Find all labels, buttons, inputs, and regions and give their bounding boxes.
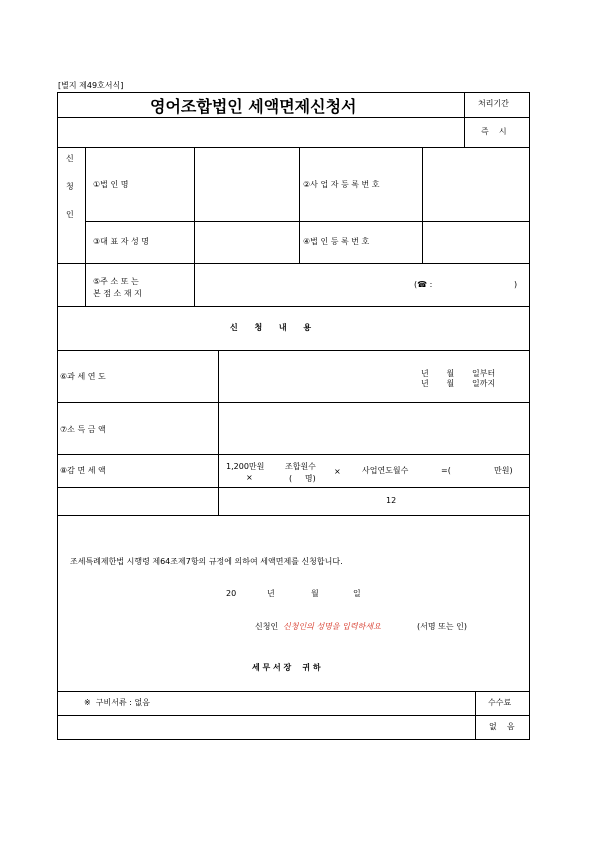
phone-prefix: (☎ :	[414, 280, 433, 289]
biz-reg-number-label: ②사 업 자 등 록 번 호	[303, 180, 380, 189]
result-unit: 만원)	[494, 466, 513, 475]
corp-reg-number-label: ④법 인 등 록 번 호	[303, 237, 370, 246]
multiply-sign: ×	[334, 467, 341, 476]
attachments-note: ※ 구비서류 : 없음	[84, 698, 150, 707]
applicant-label-char: 인	[66, 210, 74, 219]
signature-prefix: 신청인	[255, 622, 279, 631]
divider	[57, 350, 530, 351]
members-label: 조합원수	[285, 462, 316, 471]
divisor: 12	[386, 496, 397, 505]
divider	[57, 306, 530, 307]
divider	[422, 147, 423, 263]
divider	[57, 147, 530, 148]
divider	[57, 515, 530, 516]
corp-reg-number-field[interactable]	[425, 229, 529, 257]
content-header: 신 청 내 용	[230, 323, 312, 332]
phone-field[interactable]	[440, 276, 514, 294]
divider	[57, 117, 530, 118]
processing-period-value: 즉 시	[481, 127, 507, 136]
statement: 조세특례제한법 시행령 제64조제7항의 규정에 의하여 세액면제를 신청합니다.	[70, 557, 343, 566]
divider	[85, 221, 530, 222]
date-year-unit: 년	[267, 589, 275, 598]
form-number: [별지 제49호서식]	[58, 81, 124, 90]
divider	[464, 92, 465, 147]
divider	[218, 350, 219, 515]
fee-value: 없 음	[489, 722, 515, 731]
divider	[57, 263, 530, 264]
biz-reg-number-field[interactable]	[425, 170, 529, 198]
income-field[interactable]	[222, 412, 526, 446]
divider	[57, 691, 530, 692]
divider	[475, 691, 476, 740]
fee-label: 수수료	[488, 698, 512, 707]
date-day-unit: 일	[353, 589, 361, 598]
divider	[57, 402, 530, 403]
months-label: 사업연도월수	[362, 466, 409, 475]
divider	[299, 147, 300, 263]
tax-year-to: 년 월 일까지	[421, 379, 496, 388]
income-label: ⑦소 득 금 액	[60, 425, 106, 434]
tax-year-label: ⑥과 세 연 도	[60, 372, 106, 381]
applicant-label-char: 신	[66, 154, 74, 163]
divider	[57, 715, 530, 716]
deduction-label: ⑧감 면 세 액	[60, 466, 106, 475]
date-year: 20	[226, 589, 237, 598]
signature-suffix: (서명 또는 인)	[417, 622, 467, 631]
corp-name-label: ①법 인 명	[93, 180, 129, 189]
addressee: 세 무 서 장 귀 하	[252, 663, 321, 672]
deduction-base: 1,200만원	[226, 462, 265, 471]
rep-name-label: ③대 표 자 성 명	[93, 237, 149, 246]
members-unit: ( 명)	[289, 474, 316, 483]
date-month-unit: 월	[311, 589, 319, 598]
phone-suffix: )	[514, 280, 518, 289]
address-label: 본 점 소 재 지	[93, 289, 142, 298]
divider	[85, 147, 86, 306]
equals-sign: =(	[441, 466, 451, 475]
divider	[57, 454, 530, 455]
applicant-label-char: 청	[66, 182, 74, 191]
rep-name-field[interactable]	[197, 229, 299, 257]
address-field[interactable]	[197, 270, 411, 300]
processing-period-label: 처리기간	[478, 99, 509, 108]
corp-name-field[interactable]	[197, 170, 299, 198]
divider	[194, 147, 195, 306]
page-title: 영어조합법인 세액면제신청서	[150, 97, 357, 116]
address-label: ⑤주 소 또 는	[93, 277, 139, 286]
tax-year-from: 년 월 일부터	[421, 369, 496, 378]
applicant-name-field[interactable]: 신청인의 성명을 입력하세요	[283, 622, 381, 631]
divider	[57, 487, 530, 488]
multiply-sign: ×	[246, 473, 253, 482]
